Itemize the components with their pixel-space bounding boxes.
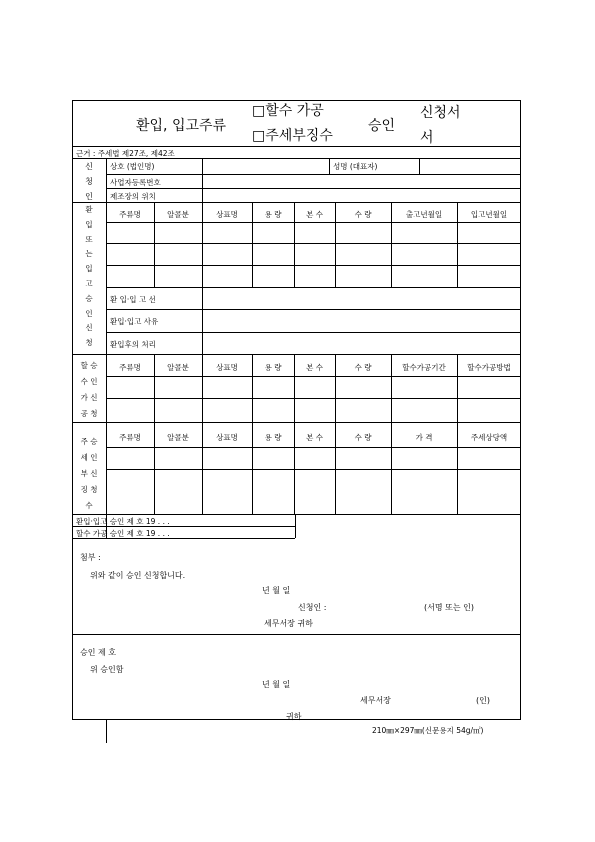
tax-header-alcohol: 알콜분 <box>167 433 189 442</box>
title-option-processing: □할수 가공 <box>252 103 324 119</box>
applicant-sign-label: 신청인 : <box>298 603 327 612</box>
return-header-liquor: 주류명 <box>119 210 141 219</box>
tax-section-label: 주 승 세 인 부 신 징 청 수 <box>80 437 98 510</box>
return-header-brand: 상표명 <box>216 210 238 219</box>
return-header-quantity: 수 량 <box>354 210 372 219</box>
tax-header-quantity: 수 량 <box>354 433 372 442</box>
attachment-label: 첨부 : <box>80 553 101 562</box>
applicant-sign-note: (서명 또는 인) <box>424 603 474 612</box>
approval-seal: (인) <box>476 696 490 705</box>
basis-text: 근거 : 주세법 제27조, 제42조 <box>76 149 175 158</box>
processing-header-liquor: 주류명 <box>119 363 141 372</box>
return-after-label: 환입후의 처리 <box>110 340 156 349</box>
name-label: 성명 (대표자) <box>333 162 378 171</box>
application-addressee: 세무서장 귀하 <box>264 619 313 628</box>
approval-number-label: 승인 제 호 <box>80 648 116 657</box>
company-label: 상호 (법인명) <box>110 162 155 171</box>
processing-header-alcohol: 알콜분 <box>167 363 189 372</box>
processing-header-count: 본 수 <box>306 363 323 372</box>
approval-number-return: 환입·입고 승인 제 호 19 . . . <box>76 517 170 526</box>
return-header-alcohol: 알콜분 <box>167 210 189 219</box>
tax-header-count: 본 수 <box>306 433 323 442</box>
return-section-label: 환 입 또 는 입 고 승 인 신 청 <box>85 205 93 348</box>
paper-spec: 210㎜×297㎜(신문용지 54g/㎡) <box>372 726 484 735</box>
approval-date: 년 월 일 <box>262 680 291 689</box>
return-header-receive-date: 입고년월일 <box>470 210 508 219</box>
approval-officer: 세무서장 <box>360 696 391 705</box>
processing-header-quantity: 수 량 <box>354 363 372 372</box>
tax-header-liquor: 주류명 <box>119 433 141 442</box>
processing-header-period: 할수가공기간 <box>402 363 446 372</box>
return-header-volume: 용 량 <box>264 210 282 219</box>
title-doc2: 서 <box>420 130 434 146</box>
processing-section-label: 할 승 수 인 가 신 공 청 <box>80 361 98 418</box>
title-left: 환입, 입고주류 <box>136 118 227 134</box>
tax-header-brand: 상표명 <box>216 433 238 442</box>
title-approval: 승인 <box>368 118 396 134</box>
tax-header-volume: 용 량 <box>264 433 282 442</box>
processing-header-volume: 용 량 <box>264 363 282 372</box>
return-header-count: 본 수 <box>306 210 323 219</box>
title-option-tax: □주세부징수 <box>252 128 333 144</box>
tax-header-price: 가 격 <box>415 433 433 442</box>
bizno-label: 사업자등록번호 <box>110 178 161 187</box>
approval-statement: 위 승인함 <box>90 665 124 674</box>
approval-addressee: 귀하 <box>286 712 302 721</box>
processing-header-method: 할수가공방법 <box>467 363 511 372</box>
approval-number-processing: 할수 가공 승인 제 호 19 . . . <box>76 529 170 538</box>
application-date: 년 월 일 <box>262 586 291 595</box>
return-header-ship-date: 출고년월일 <box>405 210 443 219</box>
title-doc1: 신청서 <box>420 105 461 121</box>
applicant-label: 신 청 인 <box>85 162 93 201</box>
application-statement: 위와 같이 승인 신청합니다. <box>90 571 186 580</box>
location-label: 제조장의 위치 <box>110 192 156 201</box>
tax-header-tax-amount: 주세상당액 <box>470 433 508 442</box>
processing-header-brand: 상표명 <box>216 363 238 372</box>
return-route-label: 환 입·입 고 선 <box>110 295 156 304</box>
return-reason-label: 환입·입고 사유 <box>110 317 159 326</box>
